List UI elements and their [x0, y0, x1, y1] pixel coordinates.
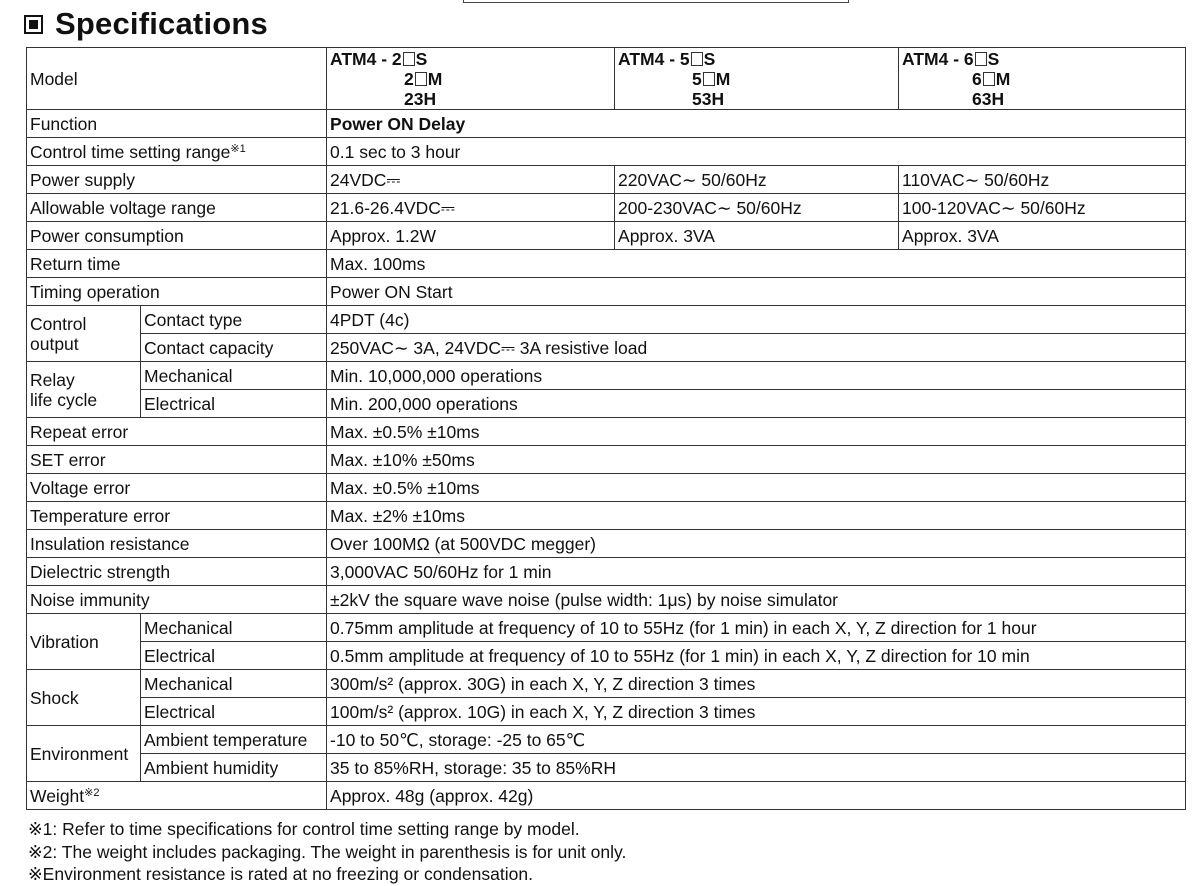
placeholder-box-icon	[691, 52, 703, 66]
specifications-table	[26, 47, 1186, 810]
table-row: Function Power ON Delay	[27, 110, 1186, 138]
table-row: Temperature error Max. ±2% ±10ms	[27, 502, 1186, 530]
model-label: Model	[27, 48, 327, 110]
placeholder-box-icon	[415, 72, 427, 86]
model-cell-2: ATM4 - 5 S 5 M 53H	[615, 48, 899, 110]
section-title: Specifications	[55, 6, 268, 41]
table-row: Electrical 100m/s² (approx. 10G) in each X, Y, Z direction 3 times	[27, 698, 1186, 726]
table-row: Electrical Min. 200,000 operations	[27, 390, 1186, 418]
footnote: ※Environment resistance is rated at no freezing or condensation.	[28, 864, 533, 884]
model-cell-3: ATM4 - 6 S 6 M 63H	[899, 48, 1186, 110]
table-row: Environment Ambient temperature -10 to 50℃, storage: -25 to 65℃	[27, 726, 1186, 754]
table-row: Contact capacity 250VAC∼ 3A, 24VDC⎓ 3A resistive load	[27, 334, 1186, 362]
square-bullet-icon	[24, 15, 43, 34]
table-row: Relay life cycle Mechanical Min. 10,000,000 operations	[27, 362, 1186, 390]
table-row: Allowable voltage range 21.6-26.4VDC⎓ 200-230VAC∼ 50/60Hz 100-120VAC∼ 50/60Hz	[27, 194, 1186, 222]
table-row: Insulation resistance Over 100MΩ (at 500VDC megger)	[27, 530, 1186, 558]
table-row: Control output Contact type 4PDT (4c)	[27, 306, 1186, 334]
footnote: ※2: The weight includes packaging. The weight in parenthesis is for unit only.	[28, 841, 627, 862]
table-row: Dielectric strength 3,000VAC 50/60Hz for 1 min	[27, 558, 1186, 586]
table-row: Shock Mechanical 300m/s² (approx. 30G) in each X, Y, Z direction 3 times	[27, 670, 1186, 698]
placeholder-box-icon	[983, 72, 995, 86]
footnote: ※1: Refer to time specifications for control time setting range by model.	[28, 819, 580, 839]
table-row: Voltage error Max. ±0.5% ±10ms	[27, 474, 1186, 502]
top-border-fragment	[463, 0, 849, 3]
footnotes	[28, 818, 626, 886]
table-row: Vibration Mechanical 0.75mm amplitude at frequency of 10 to 55Hz (for 1 min) in each X, Y, Z direction for 1 hour	[27, 614, 1186, 642]
model-cell-1: ATM4 - 2 S 2 M 23H	[327, 48, 615, 110]
table-row: Weight$^{※2}$ Approx. 48g (approx. 42g)	[27, 782, 1186, 810]
table-row: Ambient humidity 35 to 85%RH, storage: 35 to 85%RH	[27, 754, 1186, 782]
table-row: Power consumption Approx. 1.2W Approx. 3VA Approx. 3VA	[27, 222, 1186, 250]
table-row: Electrical 0.5mm amplitude at frequency of 10 to 55Hz (for 1 min) in each X, Y, Z direction for 10 min	[27, 642, 1186, 670]
placeholder-box-icon	[403, 52, 415, 66]
section-heading	[24, 4, 268, 44]
table-row: SET error Max. ±10% ±50ms	[27, 446, 1186, 474]
table-row: Repeat error Max. ±0.5% ±10ms	[27, 418, 1186, 446]
table-row: Noise immunity ±2kV the square wave noise (pulse width: 1μs) by noise simulator	[27, 586, 1186, 614]
table-row: Return time Max. 100ms	[27, 250, 1186, 278]
table-row: Timing operation Power ON Start	[27, 278, 1186, 306]
table-row: Control time setting range$^{※1}$ 0.1 sec to 3 hour	[27, 138, 1186, 166]
table-row-model	[27, 48, 1186, 110]
placeholder-box-icon	[703, 72, 715, 86]
placeholder-box-icon	[975, 52, 987, 66]
table-row: Power supply 24VDC⎓ 220VAC∼ 50/60Hz 110VAC∼ 50/60Hz	[27, 166, 1186, 194]
